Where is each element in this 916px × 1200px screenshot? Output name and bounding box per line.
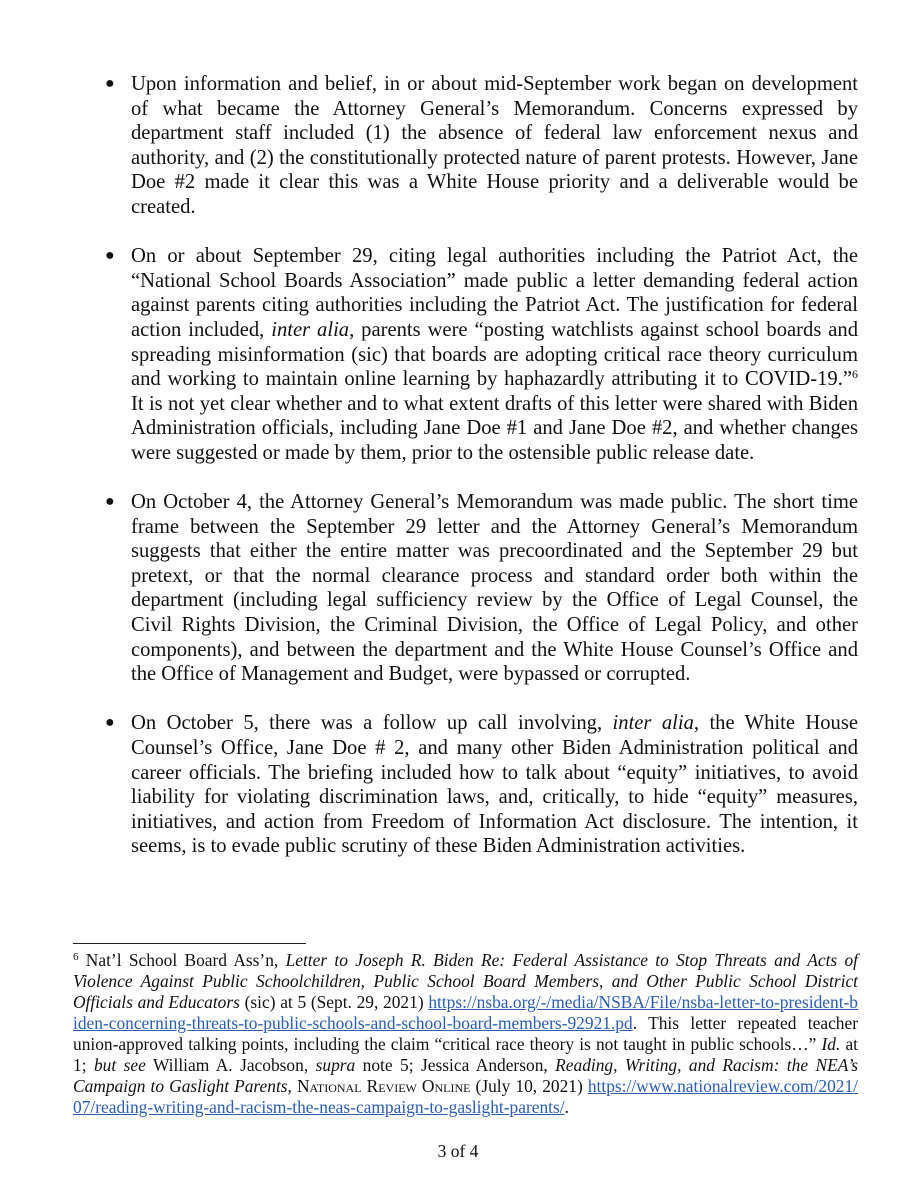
nsba-link[interactable]: https://nsba.org/-/media/NSBA/File/nsba-letter-to-president-biden-concerning-threats-to-public-schools-and-school-board-members-92921.pd <box>73 992 859 1033</box>
footnote-text: at 1; <box>73 1034 858 1075</box>
bullet-icon: ● <box>105 75 115 92</box>
list-item <box>105 711 859 859</box>
paragraph-text: Upon information and belief, in or about mid-September work began on development of what became the Attorney General’s Memorandum. Concerns expressed by department staff included (1) the absence of federal law enforcement nexus and authority, and (2) the constitutionally protected nature of parent protests. However, Jane Doe #2 made it clear this was a White House priority and a deliverable would be created. <box>131 73 858 218</box>
footnote-text: William A. Jacobson, <box>145 1055 316 1075</box>
paragraph-text: parents were “posting watchlists against school boards and spreading misinformation (sic) that boards are adopting critical race theory curriculum and working to maintain online learning by haphazardly attributing it to COVID-19.” <box>131 318 858 391</box>
italic-text: inter alia, <box>271 318 355 341</box>
footnote-italic: Reading, Writing, and Racism: the NEA’s Campaign to Gaslight Parents, <box>73 1055 859 1096</box>
footnote-text: Nat’l School Board Ass’n, <box>78 950 286 970</box>
publication-name: National Review Online <box>297 1076 471 1096</box>
footnote-reference[interactable]: 6 <box>852 367 858 382</box>
bullet-icon: ● <box>105 247 115 265</box>
footnote-italic: Letter to Joseph R. Biden Re: Federal Assistance to Stop Threats and Acts of Violence Against Public Schoolchildren, Public School Board Members, and Other Public School District Officials and Educators <box>73 950 859 1012</box>
list-item <box>105 244 858 465</box>
list-item <box>105 72 858 220</box>
national-review-link[interactable]: https://www.nationalreview.com/2021/07/reading-writing-and-racism-the-neas-campaign-to-gaslight-parents/ <box>73 1076 859 1117</box>
footnote-number: 6 <box>73 951 79 963</box>
footnote-text: (July 10, 2021) <box>470 1076 588 1096</box>
footnote-text: note 5; Jessica Anderson, <box>355 1055 556 1075</box>
italic-text: inter alia, <box>612 712 700 735</box>
paragraph-text: On October 4, the Attorney General’s Memorandum was made public. The short time frame between the September 29 letter and the Attorney General’s Memorandum suggests that either the entire matter was precoordinated and the September 29 but pretext, or that the normal clearance process and standard order both within the department (including legal sufficiency review by the Office of Legal Counsel, the Civil Rights Division, the Criminal Division, the Office of Legal Policy, and other components), and between the department and the White House Counsel’s Office and the Office of Management and Budget, were bypassed or corrupted. <box>131 491 858 686</box>
bullet-icon: ● <box>105 493 115 511</box>
footnote-divider <box>73 943 306 944</box>
paragraph-text: It is not yet clear whether and to what extent drafts of this letter were shared with Biden Administration officials, including Jane Doe #1 and Jane Doe #2, and whether changes were suggested or made by them, prior to the ostensible public release date. <box>131 392 858 464</box>
footnote-italic: Id. <box>821 1034 841 1054</box>
footnote-text: (sic) at 5 (Sept. 29, 2021) <box>239 992 429 1012</box>
paragraph-text: On or about September 29, citing legal authorities including the Patriot Act, the “National School Boards Association” made public a letter demanding federal action against parents citing authorities including the Patriot Act. The justification for federal action included, <box>131 245 858 341</box>
page-number: 3 of 4 <box>437 1141 479 1161</box>
footnote-text: . <box>564 1097 569 1117</box>
list-item <box>105 490 858 687</box>
footnote-text: . This letter repeated teacher union-approved talking points, including the claim “critical race theory is not taught in public schools…” <box>73 1013 858 1054</box>
footnote-italic: supra <box>315 1055 356 1075</box>
footnote-italic: but see <box>93 1055 146 1075</box>
footnote <box>73 950 858 1118</box>
bullet-icon: ● <box>105 714 115 732</box>
paragraph-text: On October 5, there was a follow up call involving, <box>131 712 613 735</box>
bullet-list <box>105 72 859 884</box>
paragraph-text: the White House Counsel’s Office, Jane Doe # 2, and many other Biden Administration political and career officials. The briefing included how to talk about “equity” initiatives, to avoid liability for violating discrimination laws, and, critically, to hide “equity” measures, initiatives, and action from Freedom of Information Act disclosure. The intention, it seems, is to evade public scrutiny of these Biden Administration activities. <box>131 712 859 858</box>
